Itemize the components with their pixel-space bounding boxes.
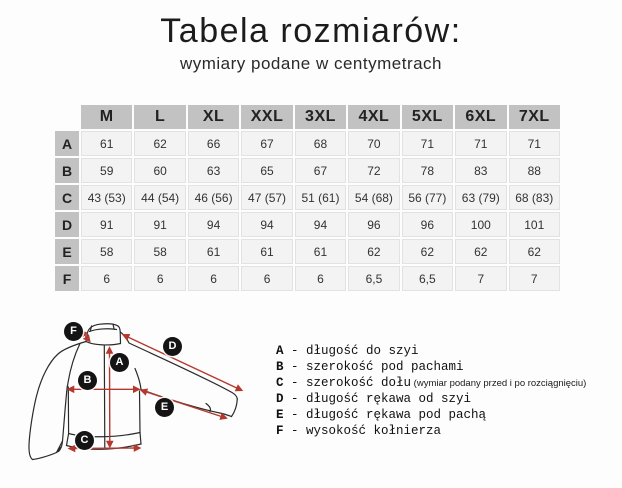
row-label-f: F — [55, 266, 79, 291]
legend-letter-c: C — [276, 376, 284, 390]
cell-e-3xl: 61 — [295, 239, 346, 264]
legend-item-c — [276, 375, 586, 391]
table-row-c — [55, 185, 560, 210]
legend-item-d — [276, 391, 586, 407]
marker-c: C — [75, 431, 94, 450]
jacket-outline-svg — [10, 312, 270, 488]
cell-f-xxl: 6 — [241, 266, 292, 291]
cell-e-7xl: 62 — [509, 239, 561, 264]
column-header-l: L — [134, 105, 185, 129]
cell-e-m: 58 — [81, 239, 132, 264]
row-label-a: A — [55, 131, 79, 156]
row-label-b: B — [55, 158, 79, 183]
table-row-d — [55, 212, 560, 237]
cell-d-7xl: 101 — [509, 212, 561, 237]
cell-e-5xl: 62 — [402, 239, 453, 264]
cell-c-xl: 46 (56) — [188, 185, 239, 210]
cell-b-4xl: 72 — [348, 158, 399, 183]
column-header-4xl: 4XL — [348, 105, 399, 129]
cell-a-m: 61 — [81, 131, 132, 156]
legend-text-a: - długość do szyi — [283, 344, 419, 358]
cell-f-l: 6 — [134, 266, 185, 291]
cell-e-l: 58 — [134, 239, 185, 264]
table-row-a — [55, 131, 560, 156]
column-header-6xl: 6XL — [455, 105, 506, 129]
legend-letter-d: D — [276, 392, 284, 406]
measurement-legend — [276, 343, 586, 439]
cell-d-4xl: 96 — [348, 212, 399, 237]
cell-c-7xl: 68 (83) — [509, 185, 561, 210]
marker-e: E — [155, 398, 174, 417]
size-table-body — [55, 131, 560, 291]
cell-f-xl: 6 — [188, 266, 239, 291]
cell-f-3xl: 6 — [295, 266, 346, 291]
column-header-5xl: 5XL — [402, 105, 453, 129]
cell-d-m: 91 — [81, 212, 132, 237]
legend-item-b — [276, 359, 586, 375]
column-header-xl: XL — [188, 105, 239, 129]
cell-d-6xl: 100 — [455, 212, 506, 237]
page-subtitle: wymiary podane w centymetrach — [179, 54, 443, 73]
size-table-head — [55, 105, 560, 129]
row-label-e: E — [55, 239, 79, 264]
table-row-f — [55, 266, 560, 291]
cell-e-6xl: 62 — [455, 239, 506, 264]
legend-item-e — [276, 407, 586, 423]
cell-a-6xl: 71 — [455, 131, 506, 156]
cell-d-xl: 94 — [188, 212, 239, 237]
cell-e-xl: 61 — [188, 239, 239, 264]
marker-a: A — [110, 353, 129, 372]
cell-b-5xl: 78 — [402, 158, 453, 183]
cell-c-xxl: 47 (57) — [241, 185, 292, 210]
cell-a-7xl: 71 — [509, 131, 561, 156]
column-header-7xl: 7XL — [509, 105, 561, 129]
cell-c-l: 44 (54) — [134, 185, 185, 210]
measurement-arrows — [69, 331, 242, 449]
jacket-diagram — [10, 312, 270, 488]
cell-f-4xl: 6,5 — [348, 266, 399, 291]
cell-b-l: 60 — [134, 158, 185, 183]
column-header-xxl: XXL — [241, 105, 292, 129]
jacket-outline — [29, 324, 237, 460]
legend-letter-f: F — [276, 424, 284, 438]
cell-a-xl: 66 — [188, 131, 239, 156]
legend-text-c: - szerokość dołu — [283, 376, 412, 390]
arrow-d — [124, 335, 242, 390]
cell-a-l: 62 — [134, 131, 185, 156]
cell-d-xxl: 94 — [241, 212, 292, 237]
cell-e-xxl: 61 — [241, 239, 292, 264]
cell-f-5xl: 6,5 — [402, 266, 453, 291]
table-row-b — [55, 158, 560, 183]
cell-d-l: 91 — [134, 212, 185, 237]
marker-d: D — [163, 337, 182, 356]
cell-b-3xl: 67 — [295, 158, 346, 183]
table-corner-cell — [55, 105, 79, 129]
size-table-header-row — [55, 105, 560, 129]
cell-c-3xl: 51 (61) — [295, 185, 346, 210]
cell-d-5xl: 96 — [402, 212, 453, 237]
cell-b-xl: 63 — [188, 158, 239, 183]
cell-c-6xl: 63 (79) — [455, 185, 506, 210]
cell-b-7xl: 88 — [509, 158, 561, 183]
legend-item-a — [276, 343, 586, 359]
column-header-m: M — [81, 105, 132, 129]
legend-text-d: - długość rękawa od szyi — [283, 392, 472, 406]
legend-text-f: - wysokość kołnierza — [283, 424, 442, 438]
legend-text-e: - długość rękawa pod pachą — [283, 408, 487, 422]
cell-c-m: 43 (53) — [81, 185, 132, 210]
cell-f-6xl: 7 — [455, 266, 506, 291]
legend-note-c: (wymiar podany przed i po rozciągnięciu) — [411, 378, 587, 389]
row-label-c: C — [55, 185, 79, 210]
legend-item-f — [276, 423, 586, 439]
legend-text-b: - szerokość pod pachami — [283, 360, 464, 374]
cell-b-m: 59 — [81, 158, 132, 183]
column-header-3xl: 3XL — [295, 105, 346, 129]
legend-letter-a: A — [276, 344, 284, 358]
cell-b-xxl: 65 — [241, 158, 292, 183]
cell-b-6xl: 83 — [455, 158, 506, 183]
cell-a-4xl: 70 — [348, 131, 399, 156]
cell-c-5xl: 56 (77) — [402, 185, 453, 210]
cell-f-7xl: 7 — [509, 266, 561, 291]
cell-e-4xl: 62 — [348, 239, 399, 264]
arrow-e — [142, 390, 227, 418]
size-table — [53, 103, 562, 293]
cell-c-4xl: 54 (68) — [348, 185, 399, 210]
cell-d-3xl: 94 — [295, 212, 346, 237]
table-row-e — [55, 239, 560, 264]
page-title: Tabela rozmiarów: — [160, 12, 462, 50]
cell-a-5xl: 71 — [402, 131, 453, 156]
marker-b: B — [78, 371, 97, 390]
cell-f-m: 6 — [81, 266, 132, 291]
cell-a-xxl: 67 — [241, 131, 292, 156]
cell-a-3xl: 68 — [295, 131, 346, 156]
legend-letter-b: B — [276, 360, 284, 374]
marker-f: F — [64, 322, 83, 341]
legend-letter-e: E — [276, 408, 284, 422]
row-label-d: D — [55, 212, 79, 237]
